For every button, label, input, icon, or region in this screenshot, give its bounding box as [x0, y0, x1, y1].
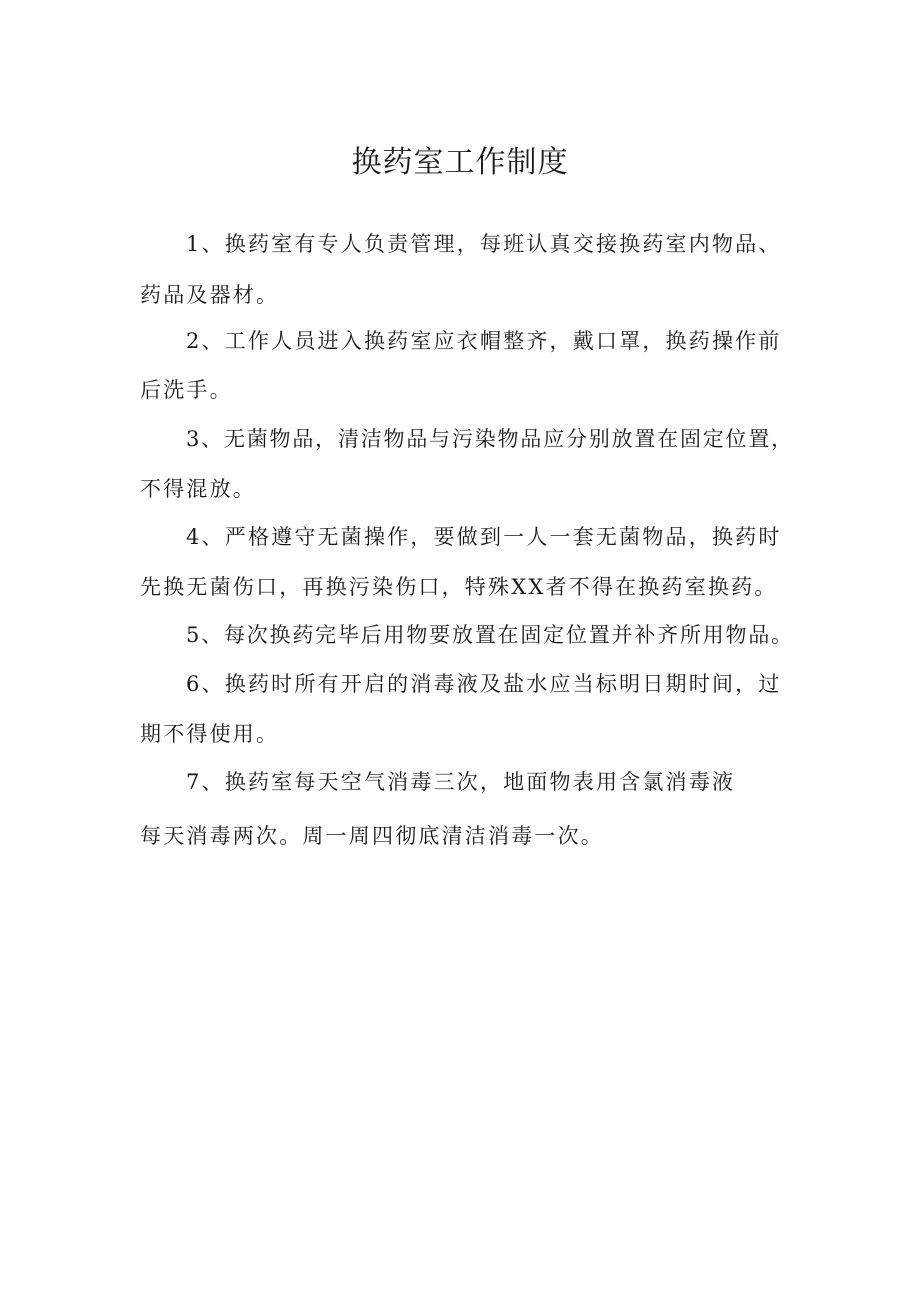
rule-5-line-1: 5、每次换药完毕后用物要放置在固定位置并补齐所用物品。	[186, 623, 794, 647]
rule-3-line-2: 不得混放。	[140, 477, 256, 501]
rule-7-line-2: 每天消毒两次。周一周四彻底清洁消毒一次。	[140, 824, 604, 848]
rule-1-line-1: 1、换药室有专人负责管理，每班认真交接换药室内物品、	[186, 232, 782, 256]
rule-4-line-2: 先换无菌伤口，再换污染伤口，特殊XX者不得在换药室换药。	[140, 575, 778, 599]
rule-2-line-1: 2、工作人员进入换药室应衣帽整齐，戴口罩，换药操作前	[186, 329, 782, 353]
document-title: 换药室工作制度	[351, 145, 569, 180]
rule-4-line-1: 4、严格遵守无菌操作，要做到一人一套无菌物品，换药时	[186, 525, 782, 549]
rule-1-line-2: 药品及器材。	[140, 283, 280, 307]
rule-7-line-1: 7、换药室每天空气消毒三次，地面物表用含氯消毒液	[186, 770, 736, 794]
rule-2-line-2: 后洗手。	[140, 378, 233, 402]
rule-3-line-1: 3、无菌物品，清洁物品与污染物品应分别放置在固定位置，	[186, 427, 794, 451]
rule-6-line-2: 期不得使用。	[140, 722, 280, 746]
rule-6-line-1: 6、换药时所有开启的消毒液及盐水应当标明日期时间，过	[186, 672, 782, 696]
